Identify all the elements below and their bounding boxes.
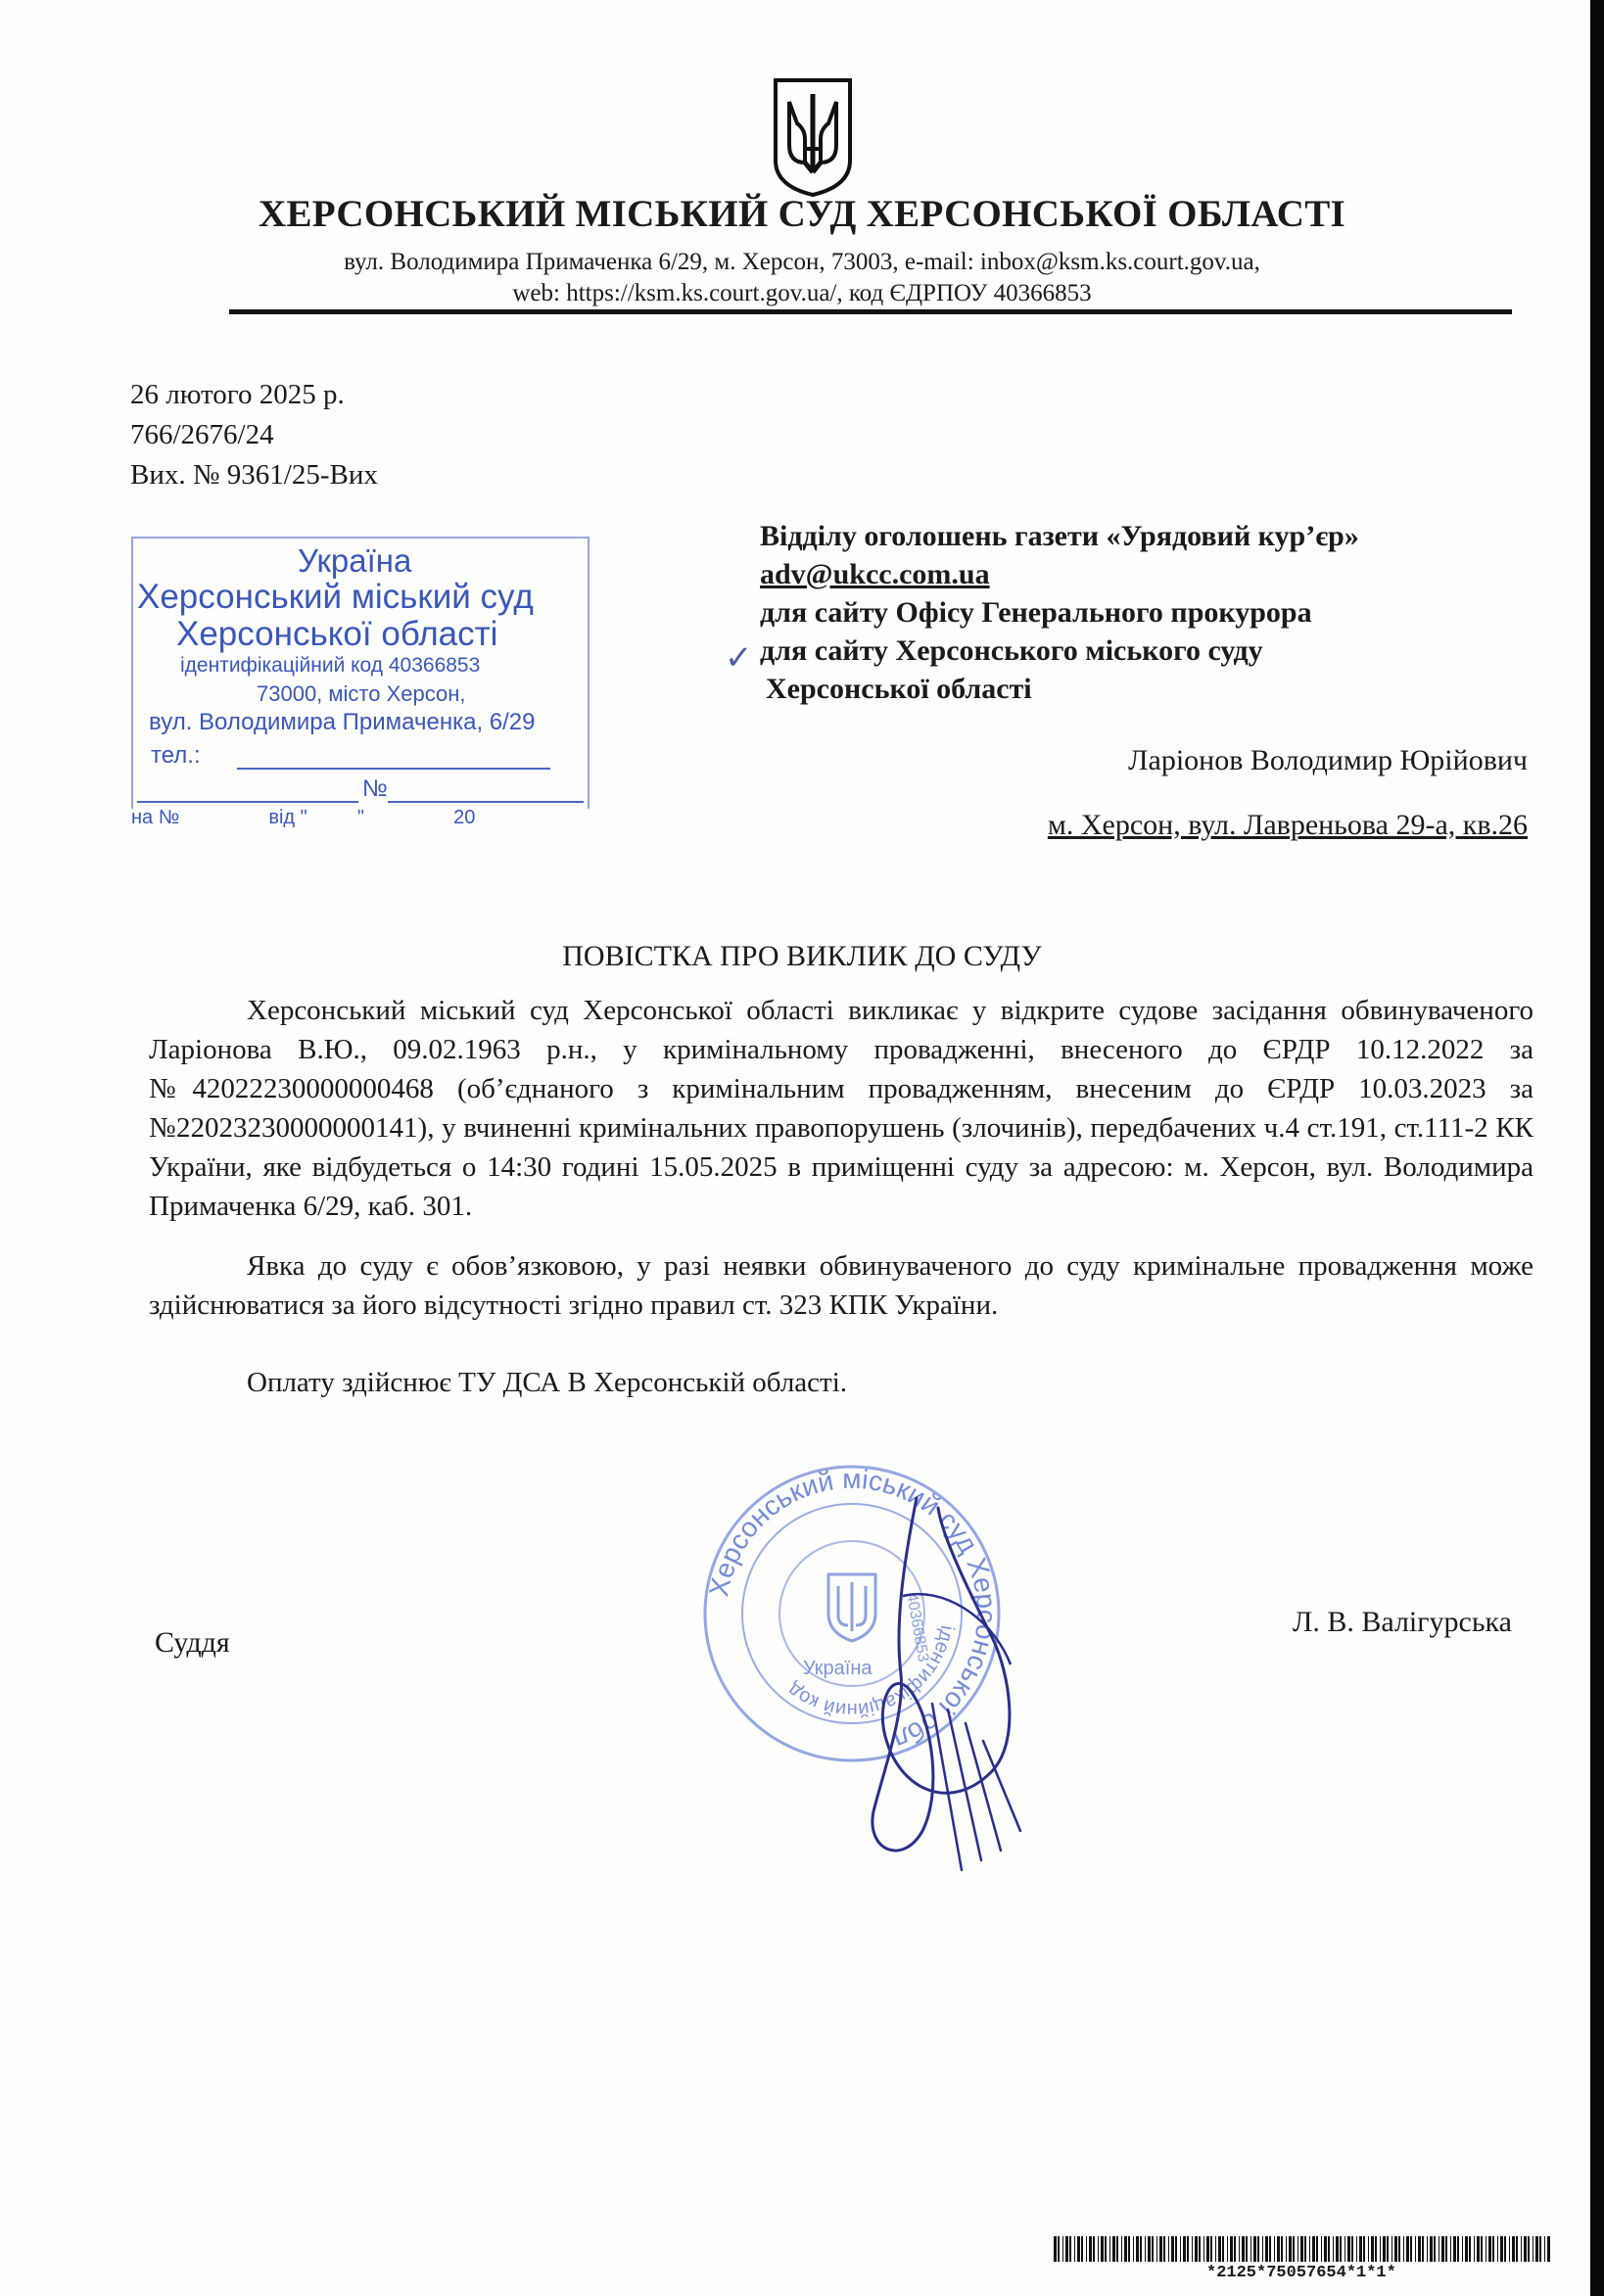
- scan-edge: [1590, 0, 1604, 2296]
- check-mark-icon: ✓: [725, 640, 753, 677]
- recipient-email: adv@ukcc.com.ua: [760, 558, 990, 590]
- header-rule: [229, 309, 1512, 314]
- recipient-prosecutor-site: для сайту Офісу Генерального прокурора: [760, 596, 1312, 629]
- body-paragraph-summons: Херсонський міський суд Херсонської області викликає у відкрите судове засідання обвинуваченого Ларіонова В.Ю., 09.02.1963 р.н., у кримінальному провадженні, внесеного до ЄРДР 10.12.2022 за №42022230000000468 (об’єднаного з кримінальним провадженням, внесеним до ЄРДР 10.03.2023 за №22023230000000141), у вчиненні кримінальних правопорушень (злочинів), передбачених ч.4 ст.191, ст.111-2 КК України, яке відбудеться о 14:30 годині 15.05.2025 в приміщенні суду за адресою: м. Херсон, вул. Володимира Примаченка 6/29, каб. 301.: [149, 995, 1533, 1222]
- case-number: 766/2676/24: [130, 419, 274, 450]
- outgoing-number: Вих. № 9361/25-Вих: [130, 459, 378, 491]
- stamp-line-street: вул. Володимира Примаченка, 6/29: [149, 709, 536, 735]
- stamp-line-phone: тел.:: [151, 742, 201, 769]
- court-name: ХЕРСОНСЬКИЙ МІСЬКИЙ СУД ХЕРСОНСЬКОЇ ОБЛАСТІ: [258, 193, 1346, 235]
- seal-bottom-text: Україна: [803, 1658, 873, 1679]
- stamp-line-code: ідентифікаційний код 40366853: [180, 654, 481, 677]
- barcode-text: *2125*75057654*1*1*: [1206, 2264, 1396, 2282]
- registration-stamp: [131, 537, 591, 832]
- addressee-address: м. Херсон, вул. Лавреньова 29-а, кв.26: [1047, 809, 1528, 841]
- body-paragraph-attendance: Явка до суду є обов’язковою, у разі неявки обвинуваченого до суду кримінальне провадження може здійснюватися за його відсутності згідно правил ст. 323 КПК України.: [149, 1250, 1533, 1321]
- recipient-newspaper: Відділу оголошень газети «Урядовий кур’єр»: [760, 520, 1359, 552]
- recipients-block: [760, 517, 1359, 708]
- barcode-icon: [1054, 2236, 1553, 2262]
- stamp-ref-no: на №: [131, 807, 180, 828]
- stamp-number-right-line: [388, 801, 584, 803]
- seal-outer-text: Херсонський міський суд Херсонської обл: [703, 1463, 1003, 1756]
- judge-role: Суддя: [155, 1626, 230, 1659]
- stamp-line-number: №: [362, 775, 388, 802]
- stamp-ref-from: від ": [268, 807, 307, 828]
- document-title: ПОВІСТКА ПРО ВИКЛИК ДО СУДУ: [562, 940, 1042, 972]
- stamp-line-court: Херсонський міський суд: [137, 578, 534, 616]
- trident-coat-of-arms-icon: [772, 76, 854, 199]
- stamp-number-left-line: [137, 801, 358, 803]
- recipient-court-region: Херсонської області: [766, 673, 1032, 705]
- body-paragraph-payment: Оплату здійснює ТУ ДСА В Херсонській області.: [247, 1367, 848, 1398]
- judge-name: Л. В. Валігурська: [1293, 1606, 1512, 1638]
- handwritten-signature-icon: [844, 1478, 1069, 1890]
- stamp-line-country: Україна: [298, 542, 412, 579]
- seal-code-text: 40366853: [903, 1591, 932, 1663]
- stamp-line-city: 73000, місто Херсон,: [257, 681, 466, 706]
- document-date: 26 лютого 2025 р.: [130, 379, 345, 410]
- court-address-line2: web: https://ksm.ks.court.gov.ua/, код ЄДРПОУ 40366853: [512, 280, 1092, 306]
- stamp-phone-line: [237, 768, 550, 770]
- addressee-name: Ларіонов Володимир Юрійович: [1128, 744, 1528, 776]
- stamp-ref-quote: ": [356, 807, 364, 828]
- recipient-court-site: для сайту Херсонського міського суду: [760, 634, 1263, 667]
- document-meta: [130, 375, 378, 495]
- seal-inner-text: ідентифікаційний код: [783, 1623, 959, 1721]
- court-address-line1: вул. Володимира Примаченка 6/29, м. Херсон, 73003, e-mail: inbox@ksm.ks.court.gov.ua,: [344, 249, 1260, 275]
- stamp-ref-year: 20: [453, 807, 476, 828]
- stamp-line-region: Херсонської області: [176, 615, 498, 653]
- stamp-line-reference: [131, 807, 591, 829]
